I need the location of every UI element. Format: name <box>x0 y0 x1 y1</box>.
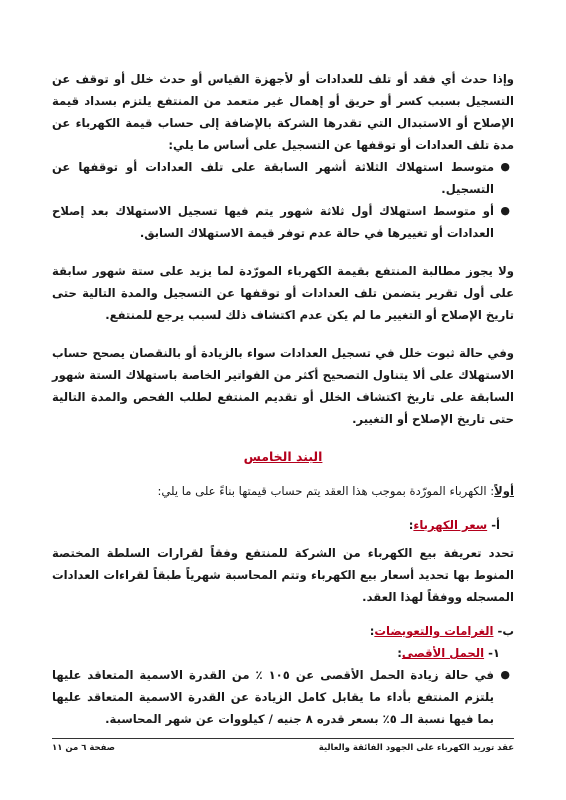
bullet-item-1 <box>52 156 514 200</box>
subheading-colon: : <box>408 518 414 532</box>
subheading-label: الحمل الأقصى <box>401 646 485 660</box>
consumption-bullet-list <box>52 156 514 244</box>
bullet-item-text: متوسط استهلاك الثلاثة أشهر السابقة على تلف العدادات أو توقفها عن التسجيل. <box>52 160 494 196</box>
subheading-colon: : <box>369 624 375 638</box>
subheading-number: أ- <box>491 518 500 532</box>
paragraph-claim-limit: ولا يجوز مطالبة المنتفع بقيمة الكهرباء المورّدة لما يزيد على ستة شهور سابقة على أول تقرير يتضمن تلف العدادات أو توقفها عن التسجيل والمدة التالية حتى تاريخ الإصلاح أو التغيير ما لم يكن عدم اكتشاف ذلك لسبب يرجع للمنتفع. <box>52 264 514 322</box>
bullet-item-text: أو متوسط استهلاك أول ثلاثة شهور يتم فيها تسجيل الاستهلاك بعد إصلاح العدادات أو تغييرها في حالة عدم توفر قيمة الاستهلاك السابق. <box>52 204 494 240</box>
first-clause-text: : الكهرباء المورّدة بموجب هذا العقد يتم حساب قيمتها بناءً على ما يلي: <box>157 484 495 498</box>
subheading-label: سعر الكهرباء <box>413 518 488 532</box>
footer-page-number: صفحة ٦ من ١١ <box>52 743 116 753</box>
document-body <box>52 68 514 730</box>
first-clause-lead: أولاً <box>494 484 514 498</box>
paragraph-first-clause <box>52 480 514 502</box>
bullet-item-text: في حالة زيادة الحمل الأقصى عن ١٠٥ ٪ من القدرة الاسمية المتعاقد عليها يلتزم المنتفع بأداء ما يقابل كامل الزيادة عن القدرة الاسمية المتعاقد عليها بما فيها نسبة الـ ٥٪ بسعر قدره ٨ جنيه / كيلووات عن شهر المحاسبة. <box>52 668 494 726</box>
subheading-colon: : <box>397 646 402 660</box>
bullet-icon: ● <box>500 668 510 681</box>
section-title: البند الخامس <box>243 449 323 464</box>
bullet-icon: ● <box>500 160 510 173</box>
bullet-item-max-load <box>52 664 514 730</box>
paragraph-meter-damage: وإذا حدث أي فقد أو تلف للعدادات أو لأجهزة القياس أو حدث خلل أو توقف عن التسجيل بسبب كسر أو حريق أو إهمال غير متعمد من المنتفع يلتزم بسداد قيمة الإصلاح أو الاستبدال التي تقدرها الشركة بالإضافة إلى حساب قيمة الكهرباء عن مدة تلف العدادات أو توقفها عن التسجيل على أساس ما يلي: <box>52 72 514 152</box>
subheading-number: ١- <box>488 646 500 660</box>
subheading-fines <box>52 620 514 642</box>
subheading-max-load <box>52 642 514 664</box>
page-footer <box>52 738 514 753</box>
paragraph-meter-correction: وفي حالة ثبوت خلل في تسجيل العدادات سواء بالزيادة أو بالنقصان يصحح حساب الاستهلاك على ألا يتناول التصحيح أكثر من الفواتير الخاصة باستهلاك الستة شهور السابقة على تاريخ اكتشاف الخلل أو تقديم المنتفع لطلب الفحص والمدة التالية حتى تاريخ الإصلاح أو التغيير. <box>52 346 514 426</box>
footer-document-title: عقد توريد الكهرباء على الجهود الفائقة والعالية <box>318 743 514 753</box>
max-load-bullet-list <box>52 664 514 730</box>
paragraph-electricity-tariff: تحدد تعريفة بيع الكهرباء من الشركة للمنتفع وفقاً لقرارات السلطة المختصة المنوط بها تحديد أسعار بيع الكهرباء وتتم المحاسبة شهرياً طبقاً لقراءات العدادات المسجله ووفقاً لهذا العقد. <box>52 546 514 604</box>
subheading-number: ب- <box>497 624 514 638</box>
subheading-label: الغرامات والتعويضات <box>374 624 494 638</box>
bullet-item-2 <box>52 200 514 244</box>
subheading-electricity-price <box>52 514 514 536</box>
bullet-icon: ● <box>500 204 510 217</box>
